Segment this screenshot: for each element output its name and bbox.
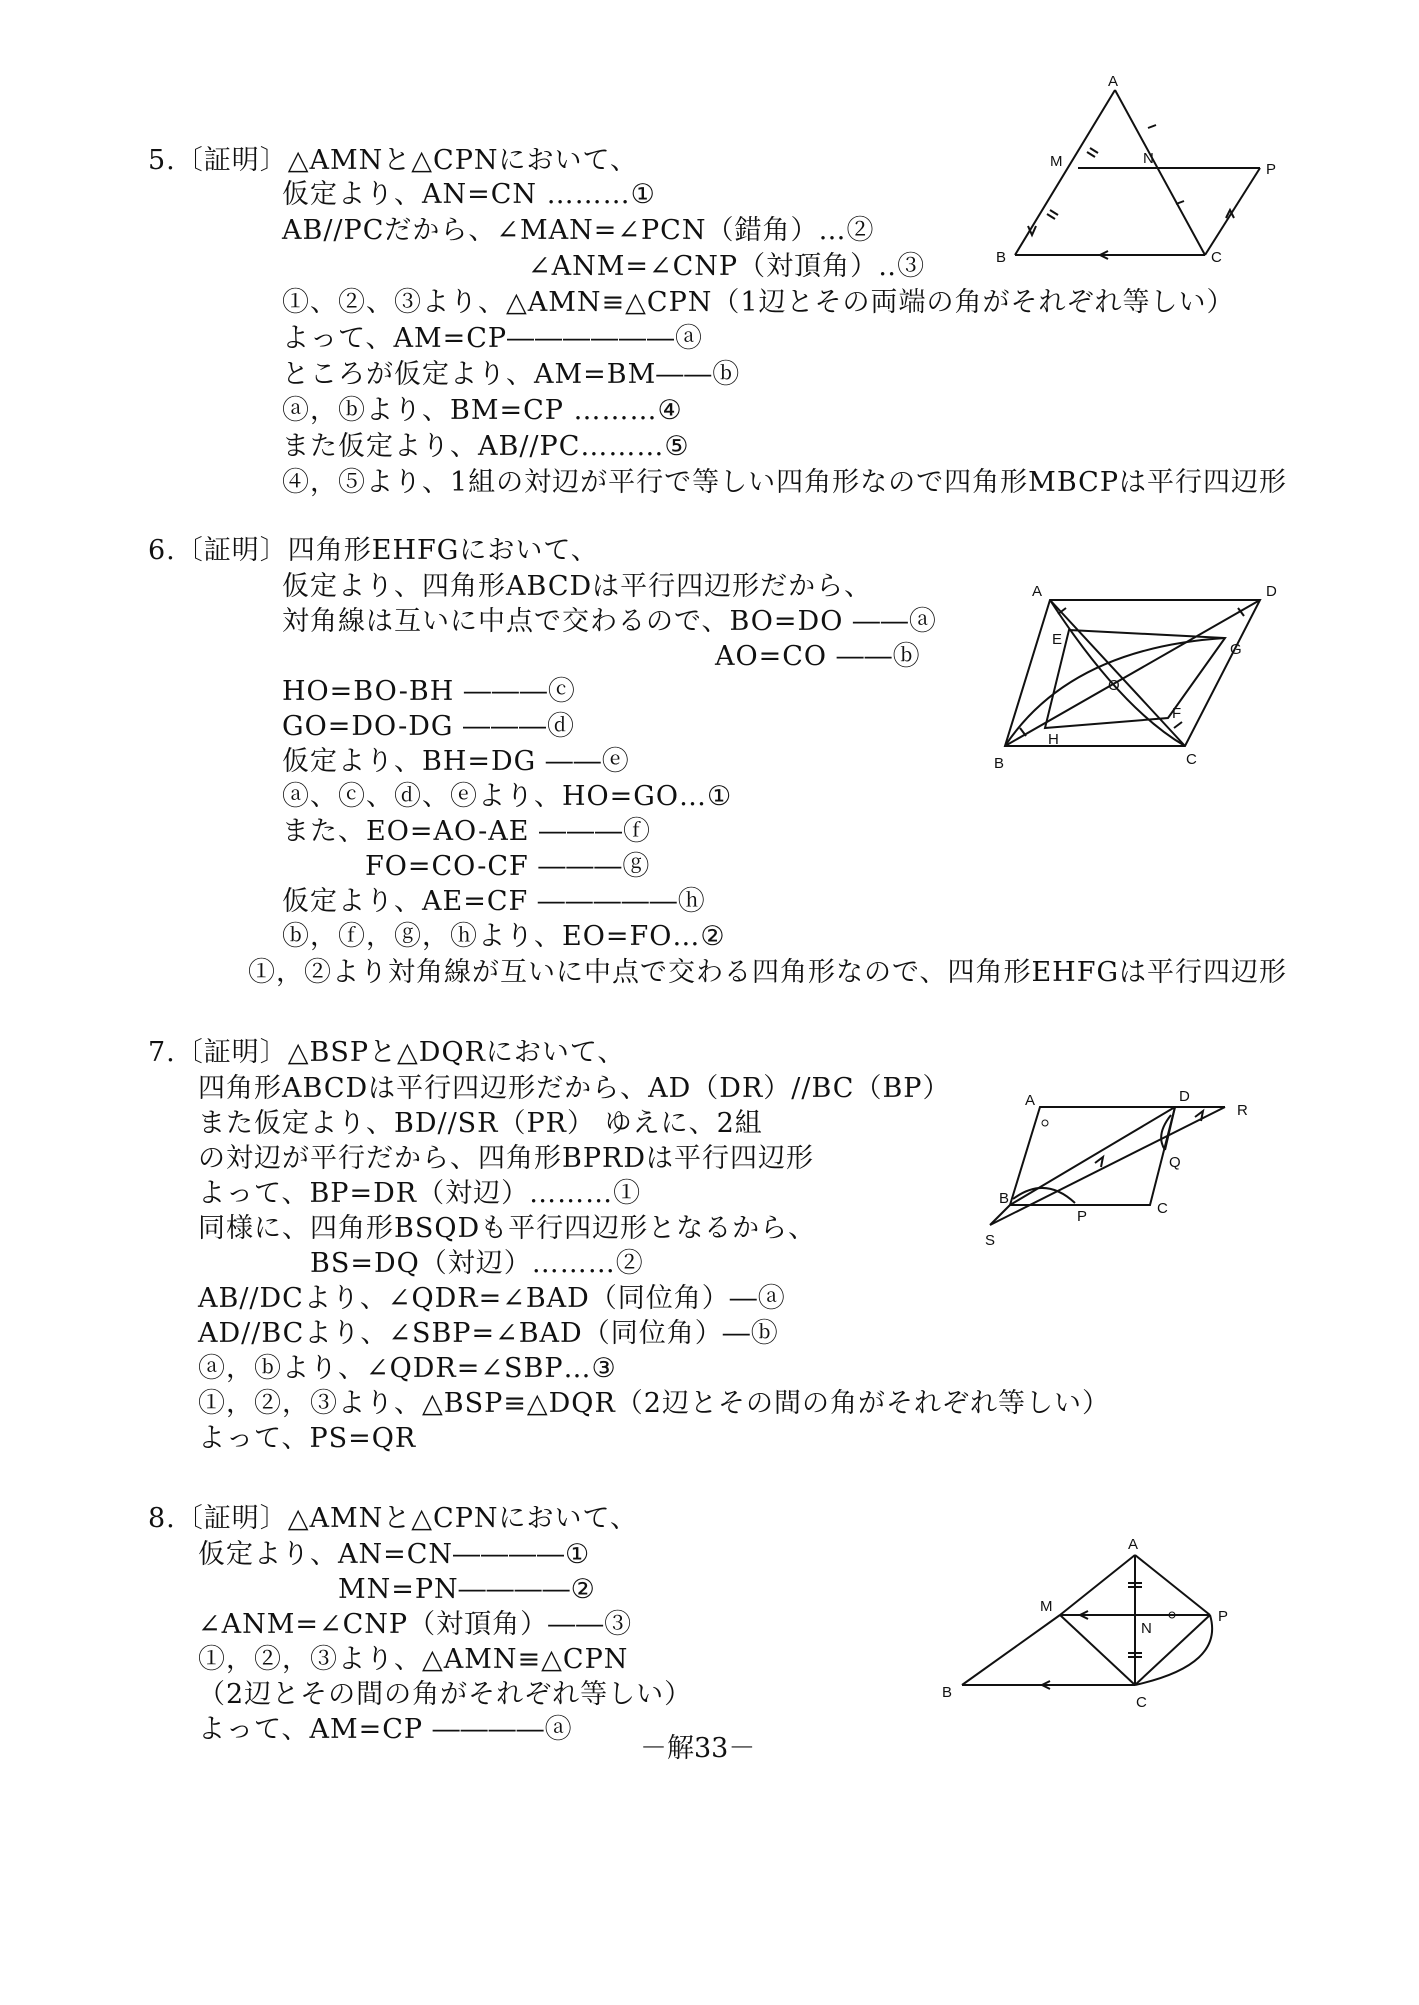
p5-line: ④，⑤より、1組の対辺が平行で等しい四角形なので四角形MBCPは平行四辺形 <box>282 467 1287 498</box>
p6-line: 対角線は互いに中点で交わるので、BO=DO ――ⓐ <box>282 606 937 637</box>
p6-quad-EHFG <box>1045 630 1225 728</box>
p5-label-P: P <box>1266 161 1277 178</box>
p6-label-E: E <box>1052 631 1063 648</box>
p7-line: AB//DCより、∠QDR=∠BAD（同位角）―ⓐ <box>198 1283 786 1314</box>
p8-figure <box>940 1535 1270 1715</box>
p5-line: 仮定より、AN=CN ………① <box>282 179 656 210</box>
p6-diag-AC <box>1050 600 1185 746</box>
p8-label-B: B <box>942 1684 953 1701</box>
p7-line: AD//BCより、∠SBP=∠BAD（同位角）―ⓑ <box>198 1318 779 1349</box>
p6-line: 6.〔証明〕四角形EHFGにおいて、 <box>148 535 599 566</box>
p5-label-B: B <box>996 249 1007 266</box>
p8-line: よって、AM=CP ――――ⓐ <box>198 1714 573 1745</box>
p7-label-C: C <box>1157 1200 1168 1217</box>
p7-line: の対辺が平行だから、四角形BPRDは平行四辺形 <box>198 1143 814 1174</box>
p8-line: ①，②，③より、△AMN≡△CPN <box>198 1644 629 1675</box>
p8-line: 8.〔証明〕△AMNと△CPNにおいて、 <box>148 1503 638 1534</box>
p7-label-P: P <box>1077 1208 1088 1225</box>
p5-line: ところが仮定より、AM=BM――ⓑ <box>282 359 741 390</box>
p7-line: また仮定より、BD//SR（PR） ゆえに、2組 <box>198 1108 763 1139</box>
p8-seg-MC <box>1060 1615 1135 1685</box>
p5-label-M: M <box>1050 153 1063 170</box>
p7-label-Q: Q <box>1169 1154 1181 1171</box>
p6-line: 仮定より、BH=DG ――ⓔ <box>282 746 630 777</box>
p5-line: ①、②、③より、△AMN≡△CPN（1辺とその両端の角がそれぞれ等しい） <box>282 287 1235 318</box>
p6-line: ⓑ，ⓕ，ⓖ，ⓗより、EO=FO…② <box>282 921 726 952</box>
p7-label-D: D <box>1179 1088 1190 1105</box>
p7-label-A: A <box>1025 1092 1036 1109</box>
p5-label-N: N <box>1143 150 1154 167</box>
p8-seg-AP <box>1135 1555 1210 1615</box>
p7-label-S: S <box>985 1232 996 1249</box>
p5-line: AB//PCだから、∠MAN=∠PCN（錯角）…② <box>282 215 875 246</box>
p8-line: MN=PN――――② <box>338 1574 596 1605</box>
p7-line: 同様に、四角形BSQDも平行四辺形となるから、 <box>198 1213 817 1244</box>
p6-figure <box>990 578 1290 778</box>
p7-line: よって、BP=DR（対辺）………① <box>198 1178 642 1209</box>
p5-label-A: A <box>1108 73 1119 90</box>
p6-line: ⓐ、ⓒ、ⓓ、ⓔより、HO=GO…① <box>282 781 733 812</box>
p7-line: 四角形ABCDは平行四辺形だから、AD（DR）//BC（BP） <box>198 1073 951 1104</box>
p7-figure <box>985 1075 1295 1275</box>
p7-seg-DQ <box>1165 1107 1175 1150</box>
p6-line: 仮定より、四角形ABCDは平行四辺形だから、 <box>282 571 873 602</box>
p7-seg-BS <box>990 1205 1010 1225</box>
p7-line: よって、PS=QR <box>198 1423 417 1454</box>
p8-label-C: C <box>1136 1694 1147 1711</box>
p8-line: ∠ANM=∠CNP（対頂角）――③ <box>198 1609 633 1640</box>
p6-line: 仮定より、AE=CF ―――――ⓗ <box>282 886 706 917</box>
p6-label-B: B <box>994 755 1005 772</box>
p7-line: BS=DQ（対辺）………② <box>310 1248 644 1279</box>
p6-line: AO=CO ――ⓑ <box>715 641 921 672</box>
p8-label-P: P <box>1218 1608 1229 1625</box>
p6-label-F: F <box>1172 705 1182 722</box>
p7-line: 7.〔証明〕△BSPと△DQRにおいて、 <box>148 1037 626 1068</box>
p7-line: ⓐ，ⓑより、∠QDR=∠SBP…③ <box>198 1353 617 1384</box>
page-number: －解33－ <box>640 1733 756 1764</box>
p8-label-N: N <box>1141 1620 1152 1637</box>
p7-label-R: R <box>1237 1102 1248 1119</box>
p6-line: また、EO=AO-AE ―――ⓕ <box>282 816 652 847</box>
p8-line: （2辺とその間の角がそれぞれ等しい） <box>198 1679 693 1710</box>
p8-line: 仮定より、AN=CN――――① <box>198 1539 591 1570</box>
p6-label-C: C <box>1186 751 1197 768</box>
p6-line: ①，②より対角線が互いに中点で交わる四角形なので、四角形EHFGは平行四辺形 <box>248 957 1288 988</box>
p5-line: 5.〔証明〕△AMNと△CPNにおいて、 <box>148 145 638 176</box>
p8-label-M: M <box>1040 1598 1053 1615</box>
p6-line: GO=DO-DG ―――ⓓ <box>282 711 576 742</box>
p6-label-H: H <box>1048 731 1059 748</box>
p5-line: よって、AM=CP――――――ⓐ <box>282 323 704 354</box>
p6-label-A: A <box>1032 583 1043 600</box>
p5-line: ⓐ，ⓑより、BM=CP ………④ <box>282 395 683 426</box>
p5-figure <box>990 70 1290 270</box>
p8-seg-MA <box>1060 1555 1135 1615</box>
p5-line: ∠ANM=∠CNP（対頂角）‥③ <box>528 251 926 282</box>
p6-label-G: G <box>1230 641 1242 658</box>
p7-seg-SR <box>990 1107 1225 1225</box>
p5-seg-AC <box>1115 90 1205 255</box>
p5-line: また仮定より、AB//PC………⑤ <box>282 431 690 462</box>
p7-line: ①，②，③より、△BSP≡△DQR（2辺とその間の角がそれぞれ等しい） <box>198 1388 1110 1419</box>
p6-line: FO=CO-CF ―――ⓖ <box>365 851 651 882</box>
p6-label-D: D <box>1266 583 1277 600</box>
p6-line: HO=BO-BH ―――ⓒ <box>282 676 576 707</box>
p5-label-C: C <box>1211 249 1222 266</box>
p6-label-O: O <box>1108 677 1120 694</box>
p7-label-B: B <box>999 1190 1010 1207</box>
p5-seg-PC <box>1205 168 1260 255</box>
p8-label-A: A <box>1128 1536 1139 1553</box>
p8-seg-BM <box>962 1615 1060 1685</box>
